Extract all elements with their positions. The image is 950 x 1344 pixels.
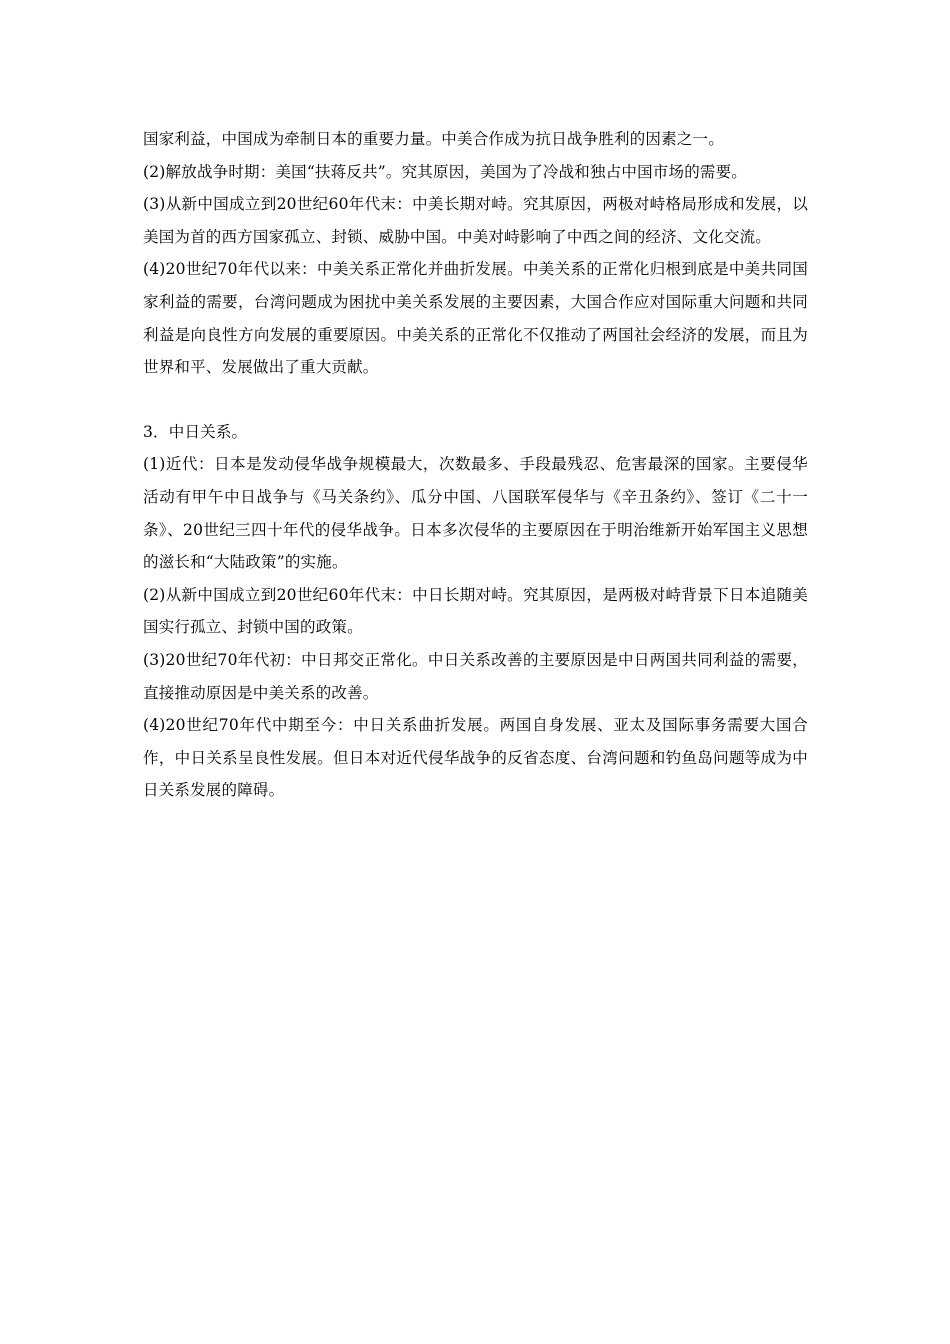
document-body <box>143 123 808 807</box>
us-relations-continuation: 国家利益，中国成为牵制日本的重要力量。中美合作成为抗日战争胜利的因素之一。 <box>143 130 724 148</box>
section-spacer <box>143 384 808 416</box>
us-relations-point-3: (3)从新中国成立到20世纪60年代末：中美长期对峙。究其原因，两极对峙格局形成和发展，以美国为首的西方国家孤立、封锁、威胁中国。中美对峙影响了中西之间的经济、文化交流。 <box>143 195 808 246</box>
japan-relations-point-2: (2)从新中国成立到20世纪60年代末：中日长期对峙。究其原因，是两极对峙背景下日本追随美国实行孤立、封锁中国的政策。 <box>143 585 808 637</box>
japan-relations-point-4: (4)20世纪70年代中期至今：中日关系曲折发展。两国自身发展、亚太及国际事务需要大国合作，中日关系呈良性发展。但日本对近代侵华战争的反省态度、台湾问题和钓鱼岛问题等成为中日关系发展的障碍。 <box>143 716 808 800</box>
us-relations-point-4: (4)20世纪70年代以来：中美关系正常化并曲折发展。中美关系的正常化归根到底是中美共同国家利益的需要，台湾问题成为困扰中美关系发展的主要因素，大国合作应对国际重大问题和共同利益是向良性方向发展的重要原因。中美关系的正常化不仅推动了两国社会经济的发展，而且为世界和平、发展做出了重大贡献。 <box>143 260 808 377</box>
japan-relations-point-3: (3)20世纪70年代初：中日邦交正常化。中日关系改善的主要原因是中日两国共同利益的需要，直接推动原因是中美关系的改善。 <box>143 650 808 702</box>
japan-relations-point-1: (1)近代：日本是发动侵华战争规模最大，次数最多、手段最残忍、危害最深的国家。主要侵华活动有甲午中日战争与《马关条约》、瓜分中国、八国联军侵华与《辛丑条约》、签订《二十一条》、20世纪三四十年代的侵华战争。日本多次侵华的主要原因在于明治维新开始军国主义思想的滋长和“大陆政策”的实施。 <box>143 455 808 572</box>
us-relations-point-2: (2)解放战争时期：美国“扶蒋反共”。究其原因，美国为了冷战和独占中国市场的需要。 <box>143 162 748 181</box>
japan-relations-heading: 3．中日关系。 <box>143 422 248 441</box>
